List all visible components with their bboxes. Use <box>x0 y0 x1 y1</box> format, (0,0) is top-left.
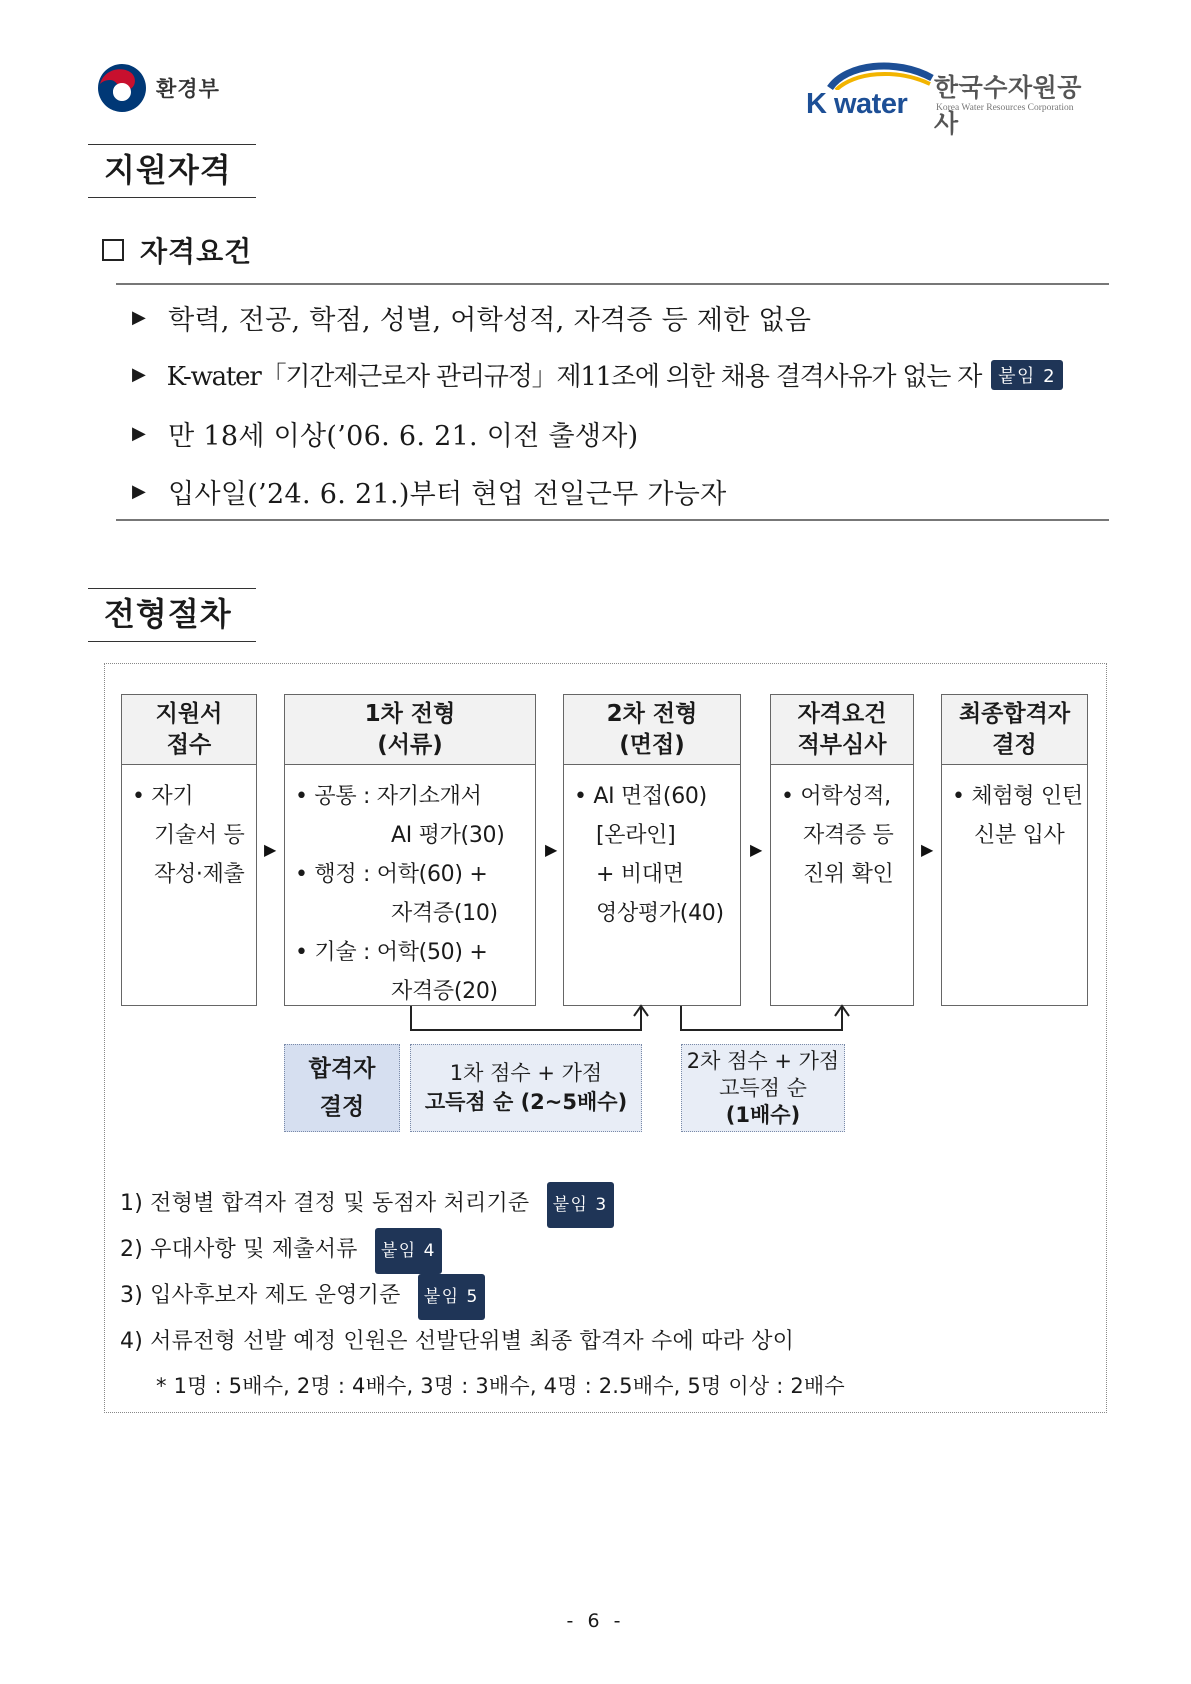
note-item: 3) 입사후보자 제도 운영기준 붙임 5 <box>120 1274 845 1320</box>
triangle-bullet-icon: ▶ <box>132 481 147 502</box>
step-body: • 공통 : 자기소개서 AI 평가(30) • 행정 : 어학(60) + 자격증(10) • 기술 : 어학(50) + 자격증(20) <box>295 784 505 1004</box>
requirement-text: 학력, 전공, 학점, 성별, 어학성적, 자격증 등 제한 없음 <box>168 305 812 336</box>
step-body: • 자기 기술서 등 작성·제출 <box>132 784 245 887</box>
step-body: • AI 면접(60) [온라인] + 비대면 영상평가(40) <box>574 784 724 926</box>
attachment-badge: 붙임 3 <box>547 1182 614 1228</box>
ratio-footnote: * 1명 : 5배수, 2명 : 4배수, 3명 : 3배수, 4명 : 2.5배수, 5명 이상 : 2배수 <box>156 1374 845 1398</box>
arrow-right-icon: ▶ <box>545 840 558 859</box>
attachment-badge: 붙임 5 <box>418 1274 485 1320</box>
step-title: 지원서 접수 <box>122 695 256 765</box>
attachment-badge: 붙임 4 <box>375 1228 442 1274</box>
procedure-notes <box>120 1182 845 1408</box>
kwater-english-name: Korea Water Resources Corporation <box>936 103 1074 113</box>
step-title: 자격요건 적부심사 <box>771 695 913 765</box>
page-number: - 6 - <box>566 1610 625 1632</box>
note-item: 4) 서류전형 선발 예정 인원은 선발단위별 최종 합격자 수에 따라 상이 <box>120 1329 795 1354</box>
section-title-procedure: 전형절차 <box>88 588 256 642</box>
requirement-text: 입사일(’24. 6. 21.)부터 현업 전일근무 가능자 <box>168 479 727 510</box>
attachment-badge: 붙임 2 <box>991 360 1063 390</box>
step-title: 1차 전형 (서류) <box>285 695 535 765</box>
arrow-right-icon: ▶ <box>921 840 934 859</box>
requirements-heading-text: 자격요건 <box>140 235 253 268</box>
pass-decision-label: 합격자 결정 <box>284 1044 400 1132</box>
kwater-wordmark: K water <box>806 88 908 120</box>
step-body: • 체험형 인턴 신분 입사 <box>952 784 1083 848</box>
kwater-korean-name: 한국수자원공사 <box>934 73 1082 138</box>
triangle-bullet-icon: ▶ <box>132 364 145 385</box>
requirement-text: 만 18세 이상(’06. 6. 21. 이전 출생자) <box>168 421 639 452</box>
note-item: 2) 우대사항 및 제출서류 붙임 4 <box>120 1228 845 1274</box>
step-title: 최종합격자 결정 <box>942 695 1087 765</box>
second-stage-criteria: 2차 점수 + 가점 고득점 순 (1배수) <box>681 1044 845 1132</box>
section-title-eligibility: 지원자격 <box>88 144 256 198</box>
note-item: 1) 전형별 합격자 결정 및 동점자 처리기준 붙임 3 <box>120 1182 845 1228</box>
requirement-text: K-water「기간제근로자 관리규정」제11조에 의한 채용 결격사유가 없는 자 <box>166 362 982 392</box>
step-body: • 어학성적, 자격증 등 진위 확인 <box>781 784 894 887</box>
ministry-name: 환경부 <box>156 77 220 101</box>
arrow-right-icon: ▶ <box>264 840 277 859</box>
first-stage-criteria: 1차 점수 + 가점 고득점 순 (2~5배수) <box>410 1044 642 1132</box>
triangle-bullet-icon: ▶ <box>132 307 147 328</box>
step-title: 2차 전형 (면접) <box>564 695 740 765</box>
arrow-right-icon: ▶ <box>750 840 763 859</box>
triangle-bullet-icon: ▶ <box>132 423 147 444</box>
